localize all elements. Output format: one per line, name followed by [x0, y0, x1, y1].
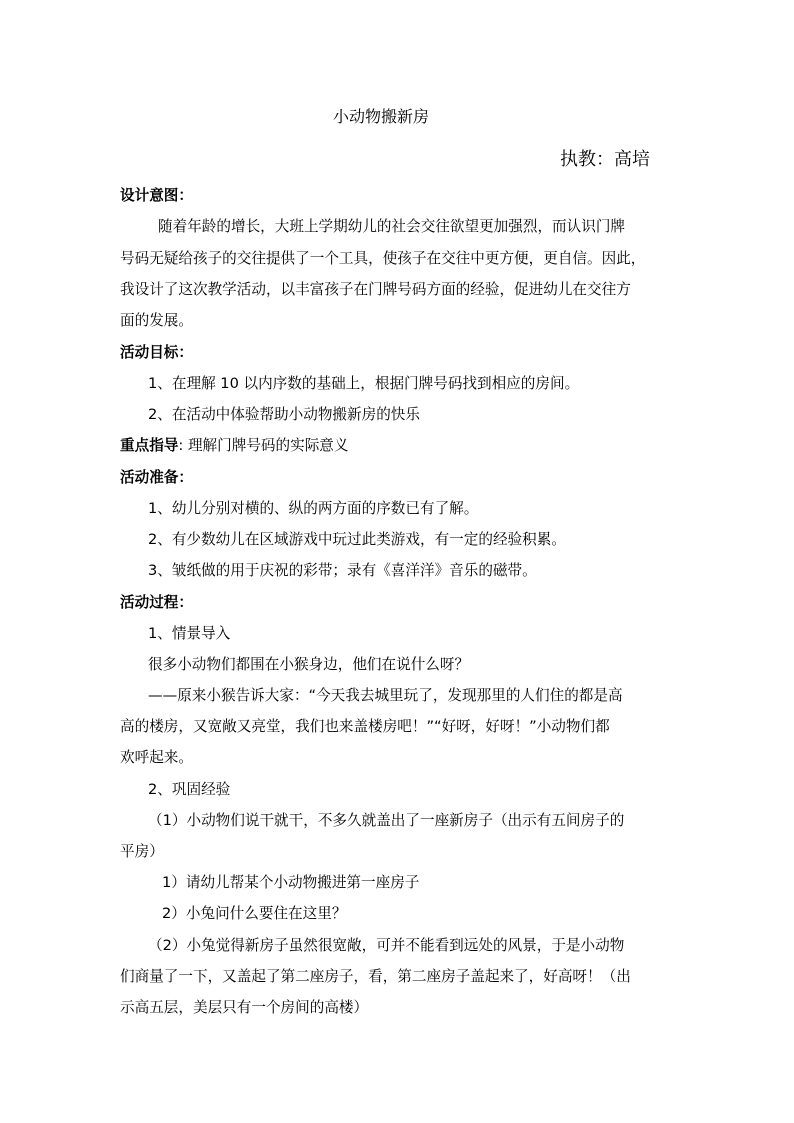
goal-item: 2、在活动中体验帮助小动物搬新房的快乐 — [148, 406, 420, 423]
process-paragraph-line: ——原来小猴告诉大家：“今天我去城里玩了，发现那里的人们住的都是高 — [148, 687, 623, 704]
process-sub-item: 2）小兔问什么要住在这里？ — [162, 905, 347, 922]
design-paragraph-line: 随着年龄的增长，大班上学期幼儿的社会交往欲望更加强烈，而认识门牌 — [158, 218, 626, 235]
key-text: : 理解门牌号码的实际意义 — [178, 437, 349, 454]
process-paragraph-line: 平房） — [120, 843, 164, 860]
design-heading: 设计意图： — [120, 187, 193, 204]
process-step: 1、情景导入 — [148, 625, 231, 642]
prep-item: 2、有少数幼儿在区域游戏中玩过此类游戏，有一定的经验积累。 — [148, 531, 566, 548]
prep-item: 3、皱纸做的用于庆祝的彩带；录有《喜洋洋》音乐的磁带。 — [148, 562, 537, 579]
process-paragraph-line: 很多小动物们都围在小猴身边，他们在说什么呀？ — [148, 656, 470, 673]
process-paragraph-line: 示高五层，美层只有一个房间的高楼） — [120, 999, 369, 1016]
design-paragraph-line: 面的发展。 — [120, 312, 193, 329]
process-heading: 活动过程： — [120, 594, 193, 611]
process-paragraph-line: 高的楼房，又宽敞又亮堂，我们也来盖楼房吧！”“好呀，好呀！”小动物们都 — [120, 718, 610, 735]
goals-heading: 活动目标： — [120, 344, 193, 361]
process-paragraph-line: （1）小动物们说干就干，不多久就盖出了一座新房子（出示有五间房子的 — [148, 812, 625, 829]
design-paragraph-line: 我设计了这次教学活动，以丰富孩子在门牌号码方面的经验，促进幼儿在交往方 — [120, 281, 631, 298]
process-paragraph-line: 们商量了一下，又盖起了第二座房子，看，第二座房子盖起来了，好高呀！（出 — [120, 968, 631, 985]
process-sub-item: 1）请幼儿帮某个小动物搬进第一座房子 — [162, 874, 420, 891]
key-guidance — [120, 436, 348, 456]
process-step: 2、巩固经验 — [148, 781, 231, 798]
goal-item: 1、在理解 10 以内序数的基础上，根据门牌号码找到相应的房间。 — [148, 375, 580, 392]
process-paragraph-line: 欢呼起来。 — [120, 749, 193, 766]
teacher-name: 执教：高培 — [560, 149, 650, 170]
prep-item: 1、幼儿分别对横的、纵的两方面的序数已有了解。 — [148, 500, 479, 517]
document-title: 小动物搬新房 — [333, 107, 430, 126]
prep-heading: 活动准备： — [120, 469, 193, 486]
design-paragraph-line: 号码无疑给孩子的交往提供了一个工具，使孩子在交往中更方便，更自信。因此， — [120, 250, 646, 267]
key-heading: 重点指导 — [120, 437, 179, 454]
process-paragraph-line: （2）小兔觉得新房子虽然很宽敞，可并不能看到远处的风景，于是小动物 — [148, 937, 625, 954]
